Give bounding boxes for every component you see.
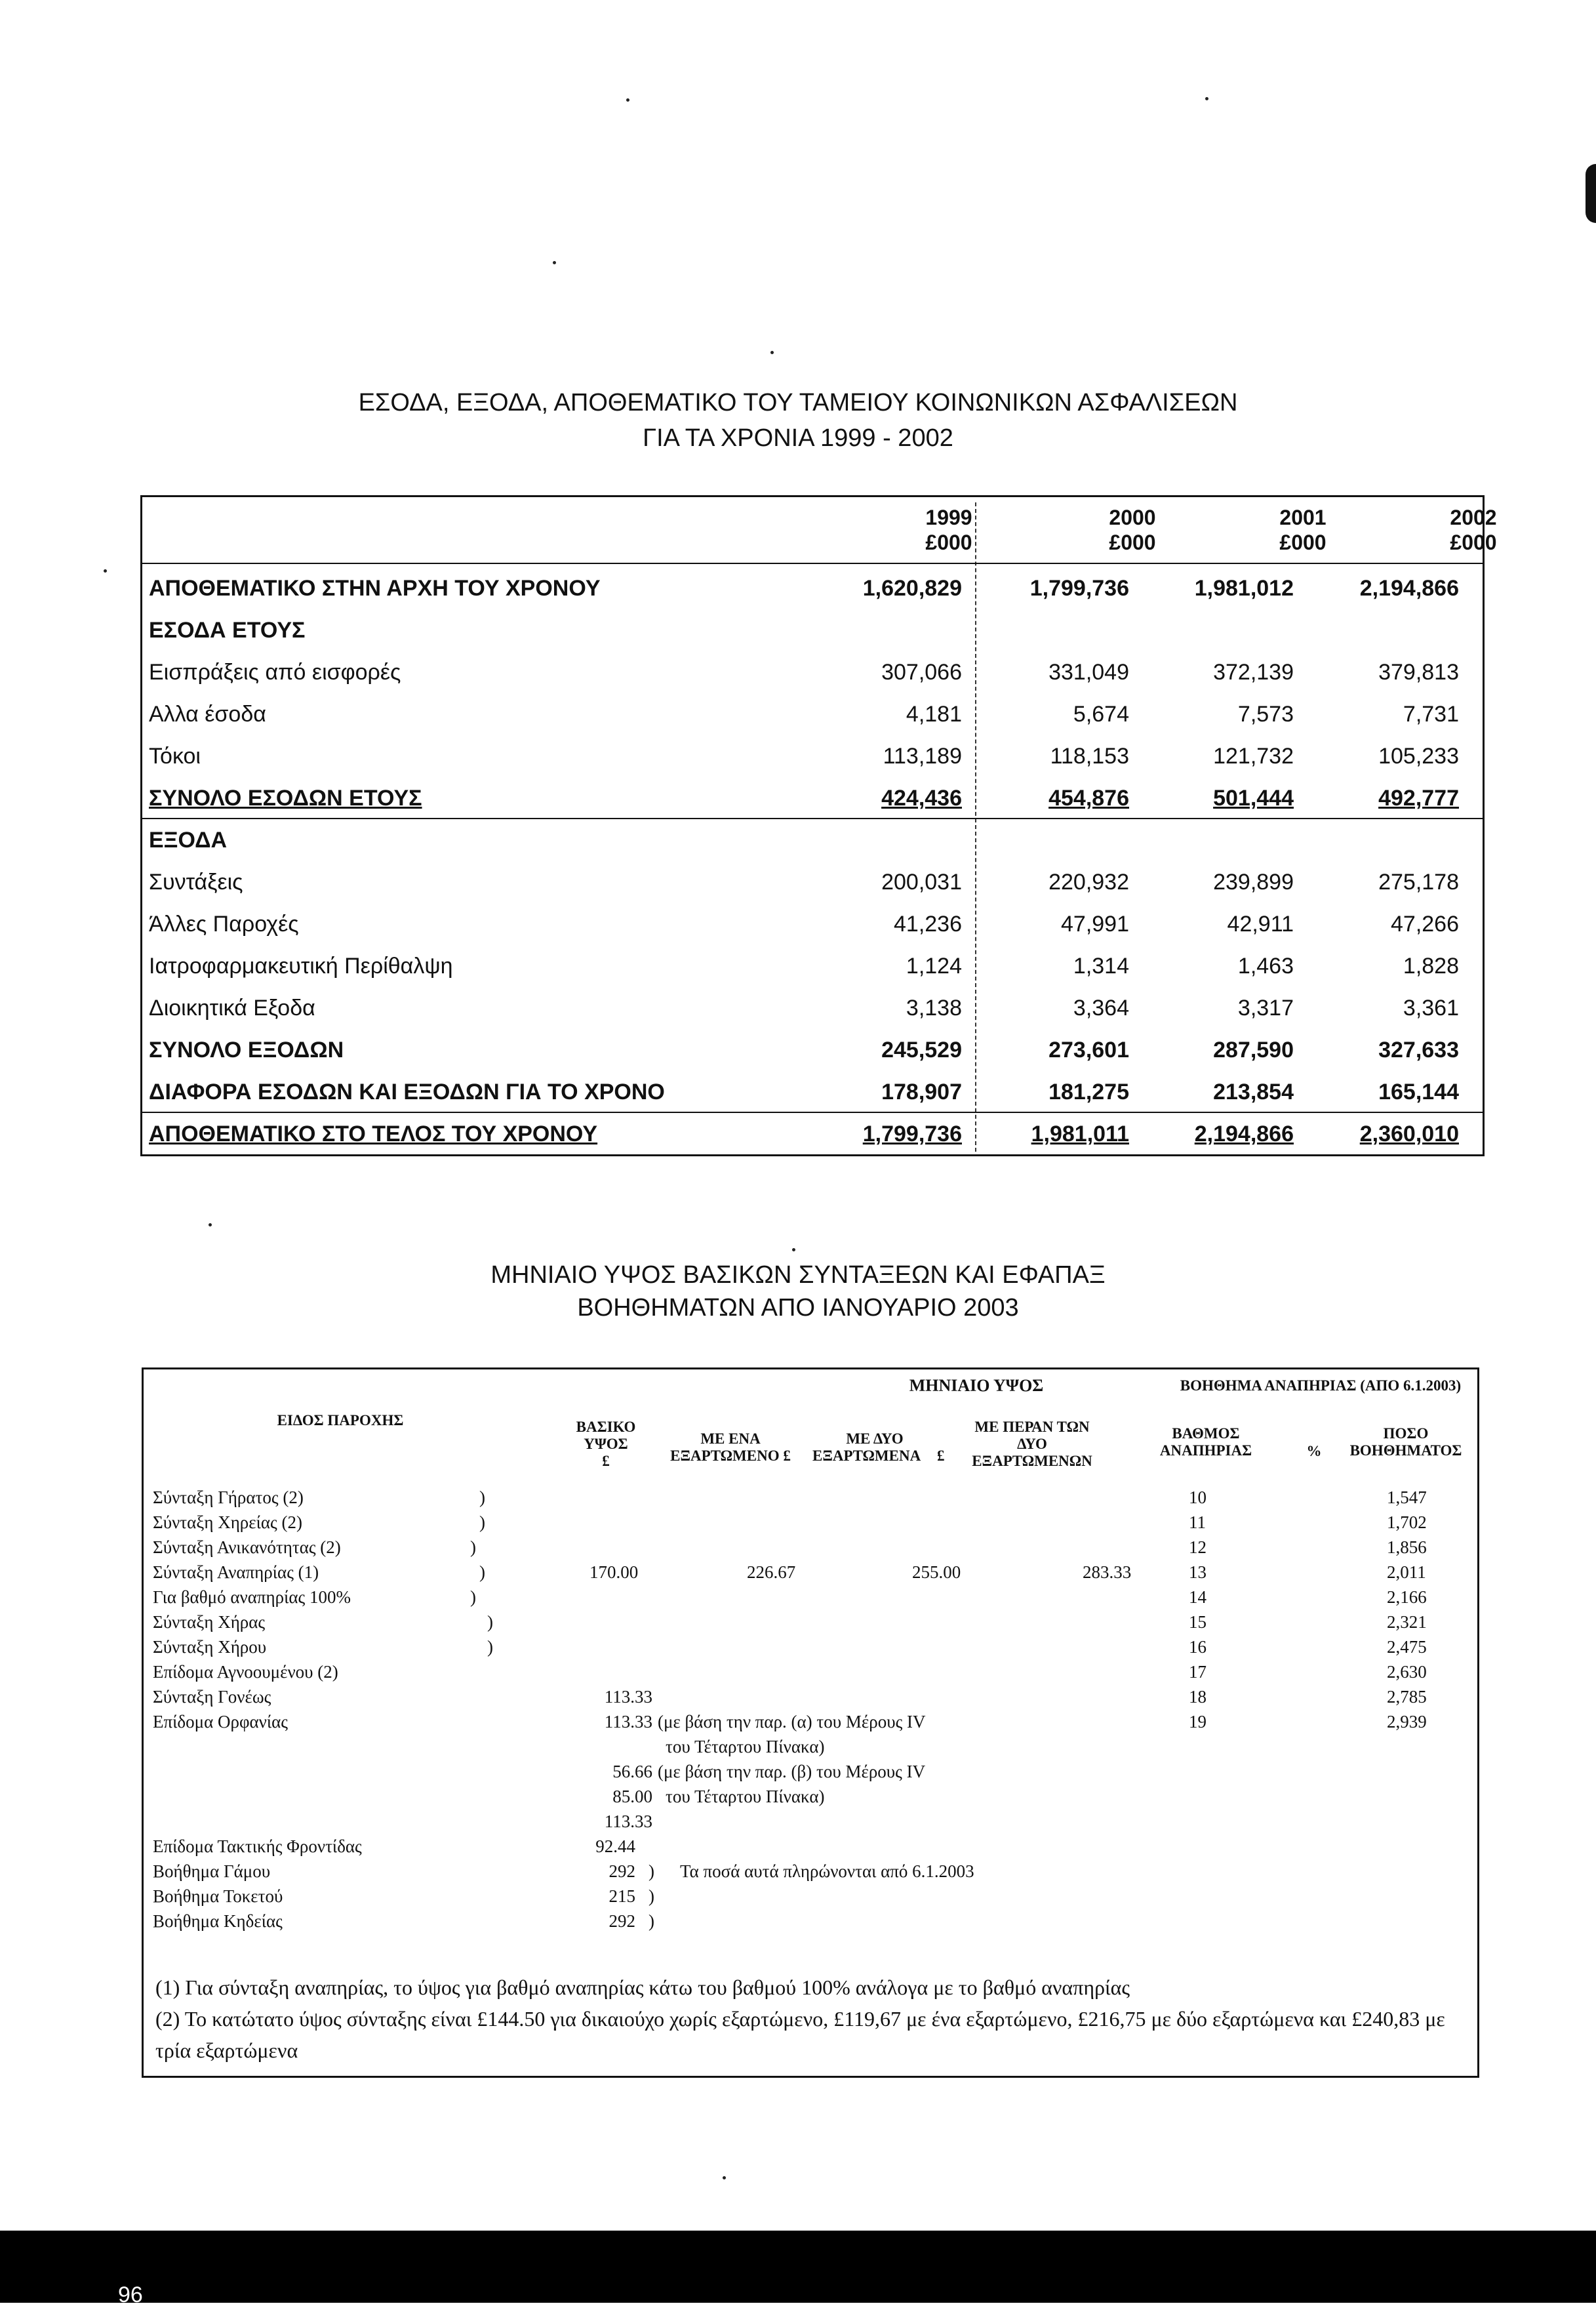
table-row: Διοικητικά Εξοδα 3,138 3,364 3,317 3,361: [149, 996, 1459, 1021]
benefit-rates-table: [142, 1367, 1479, 2078]
benefits-title-line1: ΜΗΝΙΑΙΟ ΥΨΟΣ ΒΑΣΙΚΩΝ ΣΥΝΤΑΞΕΩΝ ΚΑΙ ΕΦΑΠΑΞ: [490, 1261, 1106, 1289]
benefit-name: Επίδομα Αγνοουμένου (2): [153, 1662, 338, 1682]
disability-degree: 10: [1189, 1488, 1207, 1507]
closing-reserve-row: ΑΠΟΘΕΜΑΤΙΚΟ ΣΤΟ ΤΕΛΟΣ ΤΟΥ ΧΡΟΝΟΥ 1,799,736 1,981,011 2,194,866 2,360,010: [149, 1122, 1459, 1146]
disability-degree: 16: [1189, 1637, 1207, 1657]
benefit-name: Σύνταξη Γήρατος (2): [153, 1488, 304, 1507]
section-rule: [142, 818, 1483, 819]
benefit-name: Σύνταξη Αναπηρίας (1): [153, 1562, 319, 1582]
benefit-name: Σύνταξη Χηρείας (2): [153, 1512, 302, 1532]
benefit-name: Σύνταξη Χήρου: [153, 1637, 267, 1657]
disability-group-header: ΒΟΗΘΗΜΑ ΑΝΑΠΗΡΙΑΣ (ΑΠΟ 6.1.2003): [1180, 1377, 1462, 1394]
basic-amount-header: ΒΑΣΙΚΟ ΥΨΟΣ £: [576, 1419, 636, 1469]
disability-amount: 2,630: [1387, 1662, 1427, 1682]
page-footer-bar: [0, 2231, 1596, 2303]
lump-sum-name: Επίδομα Τακτικής Φροντίδας: [153, 1836, 362, 1856]
orphan-rate: 113.33: [604, 1712, 652, 1731]
scan-speck: [209, 1223, 212, 1226]
lump-sum-amount: 292: [608, 1861, 635, 1881]
orphan-rate: 56.66: [612, 1762, 652, 1781]
orphan-note: (με βάση την παρ. (α) του Μέρους IV: [658, 1712, 926, 1731]
disability-degree: 13: [1189, 1562, 1207, 1582]
report-title-line1: ΕΣΟΔΑ, ΕΞΟΔΑ, ΑΠΟΘΕΜΑΤΙΚΟ ΤΟΥ ΤΑΜΕΙΟΥ ΚΟΙΝΩΝΙΚΩΝ ΑΣΦΑΛΙΣΕΩΝ: [358, 389, 1238, 416]
total-expenditure-row: ΣΥΝΟΛΟ ΕΞΟΔΩΝ 245,529 273,601 287,590 327,633: [149, 1038, 1459, 1063]
report-title-line2: ΓΙΑ ΤΑ ΧΡΟΝΙΑ 1999 - 2002: [643, 424, 953, 452]
scan-speck: [104, 569, 107, 573]
lump-sum-name: Βοήθημα Τοκετού: [153, 1886, 283, 1906]
table-row: ΑΠΟΘΕΜΑΤΙΚΟ ΣΤΗΝ ΑΡΧΗ ΤΟΥ ΧΡΟΝΟΥ 1,620,829 1,799,736 1,981,012 2,194,866: [149, 576, 1459, 601]
footnote-1: (1) Για σύνταξη αναπηρίας, το ύψος για βαθμό αναπηρίας κάτω του βαθμού 100% ανάλογα με το βαθμό αναπηρίας: [155, 1975, 1130, 1999]
table-row: Συντάξεις 200,031 220,932 239,899 275,178: [149, 870, 1459, 895]
disability-degree: 14: [1189, 1587, 1207, 1607]
orphan-rate: 85.00: [612, 1787, 652, 1806]
disability-amount: 1,856: [1387, 1537, 1427, 1557]
lump-sum-name: Βοήθημα Κηδείας: [153, 1911, 283, 1931]
income-expenditure-table: [140, 495, 1497, 1156]
benefits-title-line2: ΒΟΗΘΗΜΑΤΩΝ ΑΠΟ ΙΑΝΟΥΑΡΙΟ 2003: [577, 1294, 1019, 1322]
rate-more-dependants: 283.33: [1083, 1562, 1132, 1582]
lump-sum-amount: 215: [608, 1886, 635, 1906]
group-brace: ): [479, 1512, 485, 1532]
scan-speck: [723, 2176, 726, 2179]
table-row: Ιατροφαρμακευτική Περίθαλψη 1,124 1,314 1,463 1,828: [149, 954, 1459, 979]
total-rule: [142, 1112, 1483, 1113]
disability-amount: 2,321: [1387, 1612, 1427, 1632]
benefit-name: Σύνταξη Χήρας: [153, 1612, 266, 1632]
orphan-note: του Τέταρτου Πίνακα): [666, 1737, 825, 1756]
header-1999: 1999 £000: [925, 506, 972, 554]
disability-degree: 19: [1189, 1712, 1207, 1731]
two-dependants-header: ΜΕ ΔΥΟ ΕΞΑΡΤΩΜΕΝΑ £: [812, 1430, 945, 1464]
orphan-note: του Τέταρτου Πίνακα): [666, 1787, 825, 1806]
disability-amount: 2,475: [1387, 1637, 1427, 1657]
rate-one-dependant: 226.67: [747, 1562, 796, 1582]
lump-sum-note: Τα ποσά αυτά πληρώνονται από 6.1.2003: [680, 1861, 974, 1881]
one-dependant-header: ΜΕ ΕΝΑ ΕΞΑΡΤΩΜΕΝΟ £: [670, 1430, 791, 1464]
disability-degree: 17: [1189, 1662, 1207, 1682]
disability-amount: 2,939: [1387, 1712, 1427, 1731]
benefit-name: Σύνταξη Ανικανότητας (2): [153, 1537, 341, 1557]
section-heading: ΕΣΟΔΑ ΕΤΟΥΣ: [149, 618, 306, 643]
scan-edge-mark: [1586, 164, 1596, 223]
parent-rate: 113.33: [604, 1687, 652, 1707]
group-brace: ): [487, 1637, 493, 1657]
disability-degree: 18: [1189, 1687, 1207, 1707]
disability-degree: 12: [1189, 1537, 1207, 1557]
percent-header: %: [1306, 1443, 1322, 1459]
orphan-note: (με βάση την παρ. (β) του Μέρους IV: [658, 1762, 926, 1781]
header-2001: 2001 £000: [1279, 506, 1327, 554]
total-income-row: ΣΥΝΟΛΟ ΕΣΟΔΩΝ ΕΤΟΥΣ 424,436 454,876 501,444 492,777: [149, 786, 1459, 811]
group-brace: ): [487, 1612, 493, 1632]
scan-speck: [626, 98, 629, 102]
lump-sum-amount: 92.44: [595, 1836, 635, 1856]
table-row: Άλλες Παροχές 41,236 47,991 42,911 47,266: [149, 912, 1459, 937]
group-brace: ): [479, 1488, 485, 1507]
disability-amount: 1,547: [1387, 1488, 1427, 1507]
scan-speck: [770, 351, 774, 354]
more-dependants-header: ΜΕ ΠΕΡΑΝ ΤΩΝ ΔΥΟ ΕΞΑΡΤΩΜΕΝΩΝ: [972, 1419, 1092, 1469]
scan-speck: [553, 261, 556, 264]
benefit-name: Επίδομα Ορφανίας: [153, 1712, 288, 1731]
section-heading: ΕΞΟΔΑ: [149, 828, 228, 853]
table-row: Εισπράξεις από εισφορές 307,066 331,049 372,139 379,813: [149, 660, 1459, 685]
table-row: Τόκοι 113,189 118,153 121,732 105,233: [149, 744, 1459, 769]
group-brace: ): [470, 1587, 476, 1607]
scan-speck: [792, 1248, 795, 1251]
benefit-type-header: ΕΙΔΟΣ ΠΑΡΟΧΗΣ: [277, 1412, 404, 1428]
group-brace: ): [648, 1911, 654, 1931]
disability-degree: 11: [1189, 1512, 1206, 1532]
header-2002: 2002 £000: [1450, 506, 1497, 554]
monthly-amount-group-header: ΜΗΝΙΑΙΟ ΥΨΟΣ: [909, 1376, 1044, 1395]
page-number: 96: [118, 2282, 143, 2307]
disability-amount: 1,702: [1387, 1512, 1427, 1532]
group-brace: ): [648, 1886, 654, 1906]
group-brace: ): [648, 1861, 654, 1881]
group-brace: ): [470, 1537, 476, 1557]
table-row: Αλλα έσοδα 4,181 5,674 7,573 7,731: [149, 702, 1459, 727]
scan-speck: [1205, 97, 1208, 100]
disability-amount: 2,011: [1387, 1562, 1426, 1582]
group-brace: ): [479, 1562, 485, 1582]
benefit-amount-header: ΠΟΣΟ ΒΟΗΘΗΜΑΤΟΣ: [1349, 1425, 1462, 1459]
benefit-name: Σύνταξη Γονέως: [153, 1687, 271, 1707]
header-rule: [142, 563, 1483, 564]
rate-two-dependants: 255.00: [912, 1562, 961, 1582]
benefit-name: Για βαθμό αναπηρίας 100%: [153, 1587, 351, 1607]
header-2000: 2000 £000: [1109, 506, 1156, 554]
disability-amount: 2,166: [1387, 1587, 1427, 1607]
orphan-rate: 113.33: [604, 1812, 652, 1831]
disability-degree-header: ΒΑΘΜΟΣ ΑΝΑΠΗΡΙΑΣ: [1159, 1425, 1252, 1459]
footnote-2: (2) Το κατώτατο ύψος σύνταξης είναι £144.50 για δικαιούχο χωρίς εξαρτώμενο, £119,67 με ένα εξαρτώμενο, £216,75 με δύο εξαρτώμενα και £240,83 με τρία εξαρτώμενα: [155, 2007, 1445, 2062]
difference-row: ΔΙΑΦΟΡΑ ΕΣΟΔΩΝ ΚΑΙ ΕΞΟΔΩΝ ΓΙΑ ΤΟ ΧΡΟΝΟ 178,907 181,275 213,854 165,144: [149, 1080, 1459, 1104]
basic-rate: 170.00: [589, 1562, 639, 1582]
lump-sum-amount: 292: [608, 1911, 635, 1931]
disability-degree: 15: [1189, 1612, 1207, 1632]
lump-sum-name: Βοήθημα Γάμου: [153, 1861, 271, 1881]
disability-amount: 2,785: [1387, 1687, 1427, 1707]
